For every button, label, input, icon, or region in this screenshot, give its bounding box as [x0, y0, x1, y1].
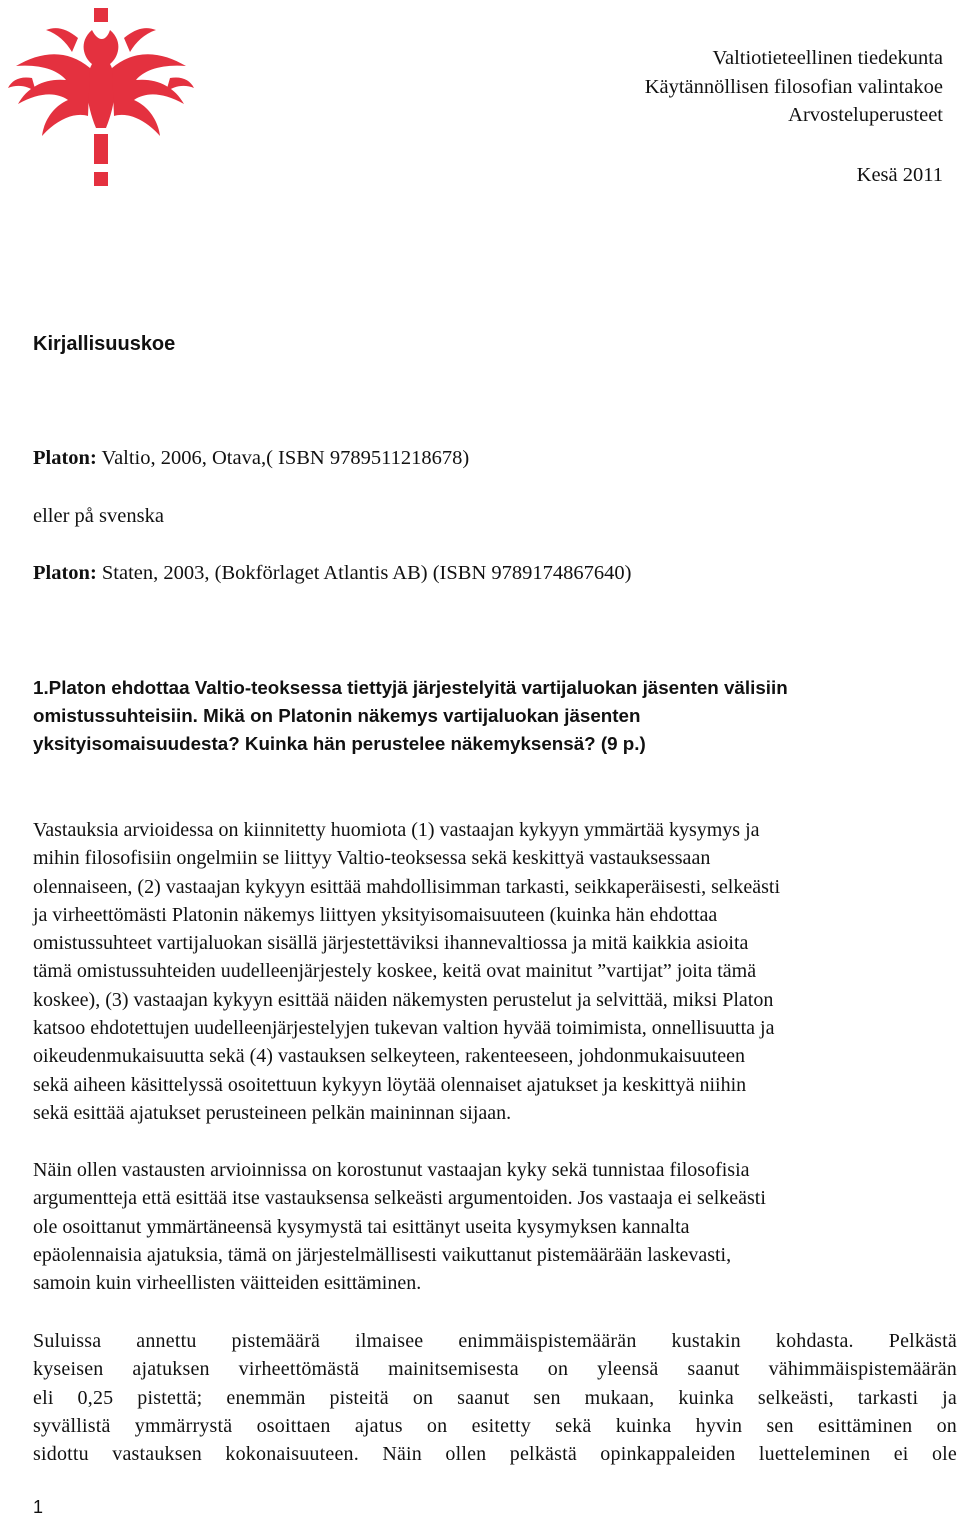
text-line: argumentteja että esittää itse vastauksensa selkeästi argumentoiden. Jos vastaaja ei selkeästi: [33, 1187, 766, 1210]
text-line: syvällistä ymmärrystä osoittaen ajatus on esitetty sekä kuinka hyvin sen esittäminen on: [33, 1414, 957, 1437]
book-reference-finnish: [33, 447, 469, 470]
exam-date: Kesä 2011: [856, 163, 943, 186]
text-line: tämä omistussuhteiden uudelleenjärjestely koskee, keitä ovat mainitut ”vartijat” joita tämä: [33, 960, 757, 983]
document-subtitle: Arvosteluperusteet: [788, 104, 943, 126]
book-author: Platon:: [33, 562, 97, 584]
book-details: Valtio, 2006, Otava,( ISBN 9789511218678): [96, 447, 470, 469]
question-line: yksityisomaisuudesta? Kuinka hän perustelee näkemyksensä? (9 p.): [33, 733, 646, 754]
book-details: Staten, 2003, (Bokförlaget Atlantis AB) (ISBN 9789174867640): [96, 562, 632, 584]
book-author: Platon:: [33, 447, 97, 469]
text-line: epäolennaisia ajatuksia, tämä on järjestelmällisesti vaikuttanut pistemäärään laskevasti,: [33, 1243, 732, 1266]
text-line: mihin filosofisiin ongelmiin se liittyy Valtio-teoksessa sekä keskittyä vastauksessaan: [33, 847, 711, 870]
text-line: olennaiseen, (2) vastaajan kykyyn esittää mahdollisimman tarkasti, seikkaperäisesti, selkeästi: [33, 875, 781, 898]
criteria-paragraph: [33, 816, 943, 1127]
question-line: omistussuhteisiin. Mikä on Platonin näkemys vartijaluokan jäsenten: [33, 705, 641, 726]
question-line: 1.Platon ehdottaa Valtio-teoksessa tiettyjä järjestelyitä vartijaluokan jäsenten välisiin: [33, 677, 788, 698]
text-line: samoin kuin virheellisten väitteiden esittäminen.: [33, 1272, 422, 1295]
faculty-name: Valtiotieteellinen tiedekunta: [712, 47, 943, 69]
book-reference-separator: [33, 505, 164, 528]
book-details: eller på svenska: [33, 505, 164, 527]
evaluation-paragraph: [33, 1156, 943, 1297]
text-line: Vastauksia arvioidessa on kiinnitetty huomiota (1) vastaajan kykyyn ymmärtää kysymys ja: [33, 819, 760, 841]
book-reference-swedish: [33, 562, 631, 585]
text-line: katsoo ehdotettujen uudelleenjärjestelyjen tukevan valtion hyvää toimimista, onnellisuutta ja: [33, 1017, 775, 1040]
exam-name: Käytännöllisen filosofian valintakoe: [644, 75, 943, 98]
page-number: 1: [33, 1497, 44, 1517]
section-title: Kirjallisuuskoe: [33, 333, 176, 355]
text-line: sekä aiheen käsittelyssä osoitettuun kykyyn löytää olennaiset ajatukset ja keskittyä niihin: [33, 1073, 747, 1096]
exam-question: [33, 674, 933, 758]
text-line: sekä esittää ajatukset perusteineen pelkän maininnan sijaan.: [33, 1101, 512, 1124]
text-line: Näin ollen vastausten arvioinnissa on korostunut vastaajan kyky sekä tunnistaa filosofisia: [33, 1159, 750, 1181]
text-line: Suluissa annettu pistemäärä ilmaisee enimmäispistemäärän kustakin kohdasta. Pelkästä: [33, 1330, 957, 1352]
text-line: kyseisen ajatuksen virheettömästä mainitsemisesta on yleensä saanut vähimmäispistemäärän: [33, 1358, 957, 1381]
university-flame-logo: [6, 8, 196, 186]
text-line: ja virheettömästi Platonin näkemys liittyen yksityisomaisuuteen (kuinka hän ehdottaa: [33, 903, 718, 926]
text-line: omistussuhteet vartijaluokan sisällä järjestettäviksi ihannevaltiossa ja mitä kaikkia asioita: [33, 932, 749, 955]
text-line: sidottu vastauksen kokonaisuuteen. Näin ollen pelkästä opinkappaleiden luetteleminen ei ole: [33, 1443, 957, 1466]
text-line: oikeudenmukaisuutta sekä (4) vastauksen selkeyteen, rakenteeseen, johdonmukaisuuteen: [33, 1045, 745, 1068]
text-line: eli 0,25 pistettä; enemmän pisteitä on saanut sen mukaan, kuinka selkeästi, tarkasti ja: [33, 1386, 957, 1409]
text-line: ole osoittanut ymmärtäneensä kysymystä tai esittänyt useita kysymyksen kannalta: [33, 1215, 690, 1238]
text-line: koskee), (3) vastaajan kykyyn esittää näiden näkemysten perustelut ja selvittää, miksi Platon: [33, 988, 774, 1011]
document-header: [645, 44, 943, 189]
points-paragraph: [33, 1327, 957, 1468]
